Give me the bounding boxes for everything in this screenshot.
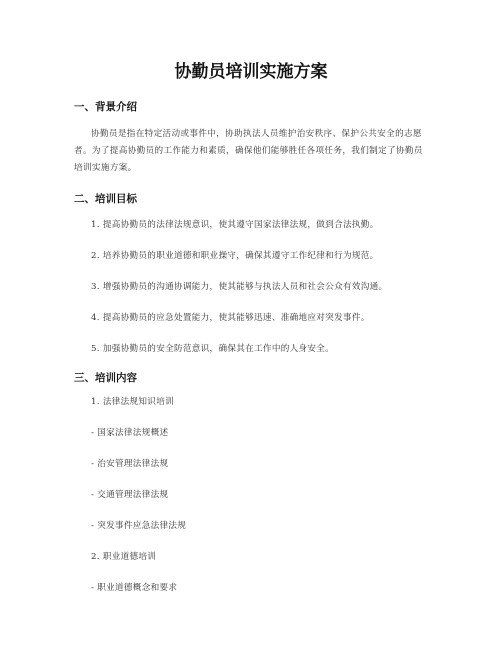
goal-item-5: 5. 加强协勤员的安全防范意识，确保其在工作中的人身安全。 bbox=[91, 344, 335, 354]
section-heading-content: 三、培训内容 bbox=[74, 372, 137, 384]
content-sub-item: - 职业道德概念和要求 bbox=[91, 583, 178, 593]
section-heading-goals: 二、培训目标 bbox=[74, 193, 137, 205]
goal-item-2: 2. 培养协勤员的职业道德和职业操守，确保其遵守工作纪律和行为规范。 bbox=[91, 251, 379, 261]
goal-item-1: 1. 提高协勤员的法律法规意识，使其遵守国家法律法规，做到合法执勤。 bbox=[91, 220, 379, 230]
content-sub-item: - 交通管理法律法规 bbox=[91, 490, 169, 500]
content-item-2: 2. 职业道德培训 bbox=[91, 552, 157, 562]
background-paragraph: 协勤员是指在特定活动或事件中，协助执法人员维护治安秩序、保护公共安全的志愿者。为了提高协勤员的工作能力和素质，确保他们能够胜任各项任务，我们制定了协勤员培训实施方案。 bbox=[74, 129, 423, 173]
content-sub-item: - 治安管理法律法规 bbox=[91, 459, 169, 469]
goal-item-4: 4. 提高协勤员的应急处置能力，使其能够迅速、准确地应对突发事件。 bbox=[91, 313, 370, 323]
document-title: 协勤员培训实施方案 bbox=[174, 62, 328, 82]
content-sub-item: - 国家法律法规概述 bbox=[91, 428, 169, 438]
content-item-1: 1. 法律法规知识培训 bbox=[91, 397, 174, 407]
section-heading-background: 一、背景介绍 bbox=[74, 101, 137, 113]
content-sub-item: - 突发事件应急法律法规 bbox=[91, 521, 187, 531]
goal-item-3: 3. 增强协勤员的沟通协调能力，使其能够与执法人员和社会公众有效沟通。 bbox=[91, 282, 388, 292]
